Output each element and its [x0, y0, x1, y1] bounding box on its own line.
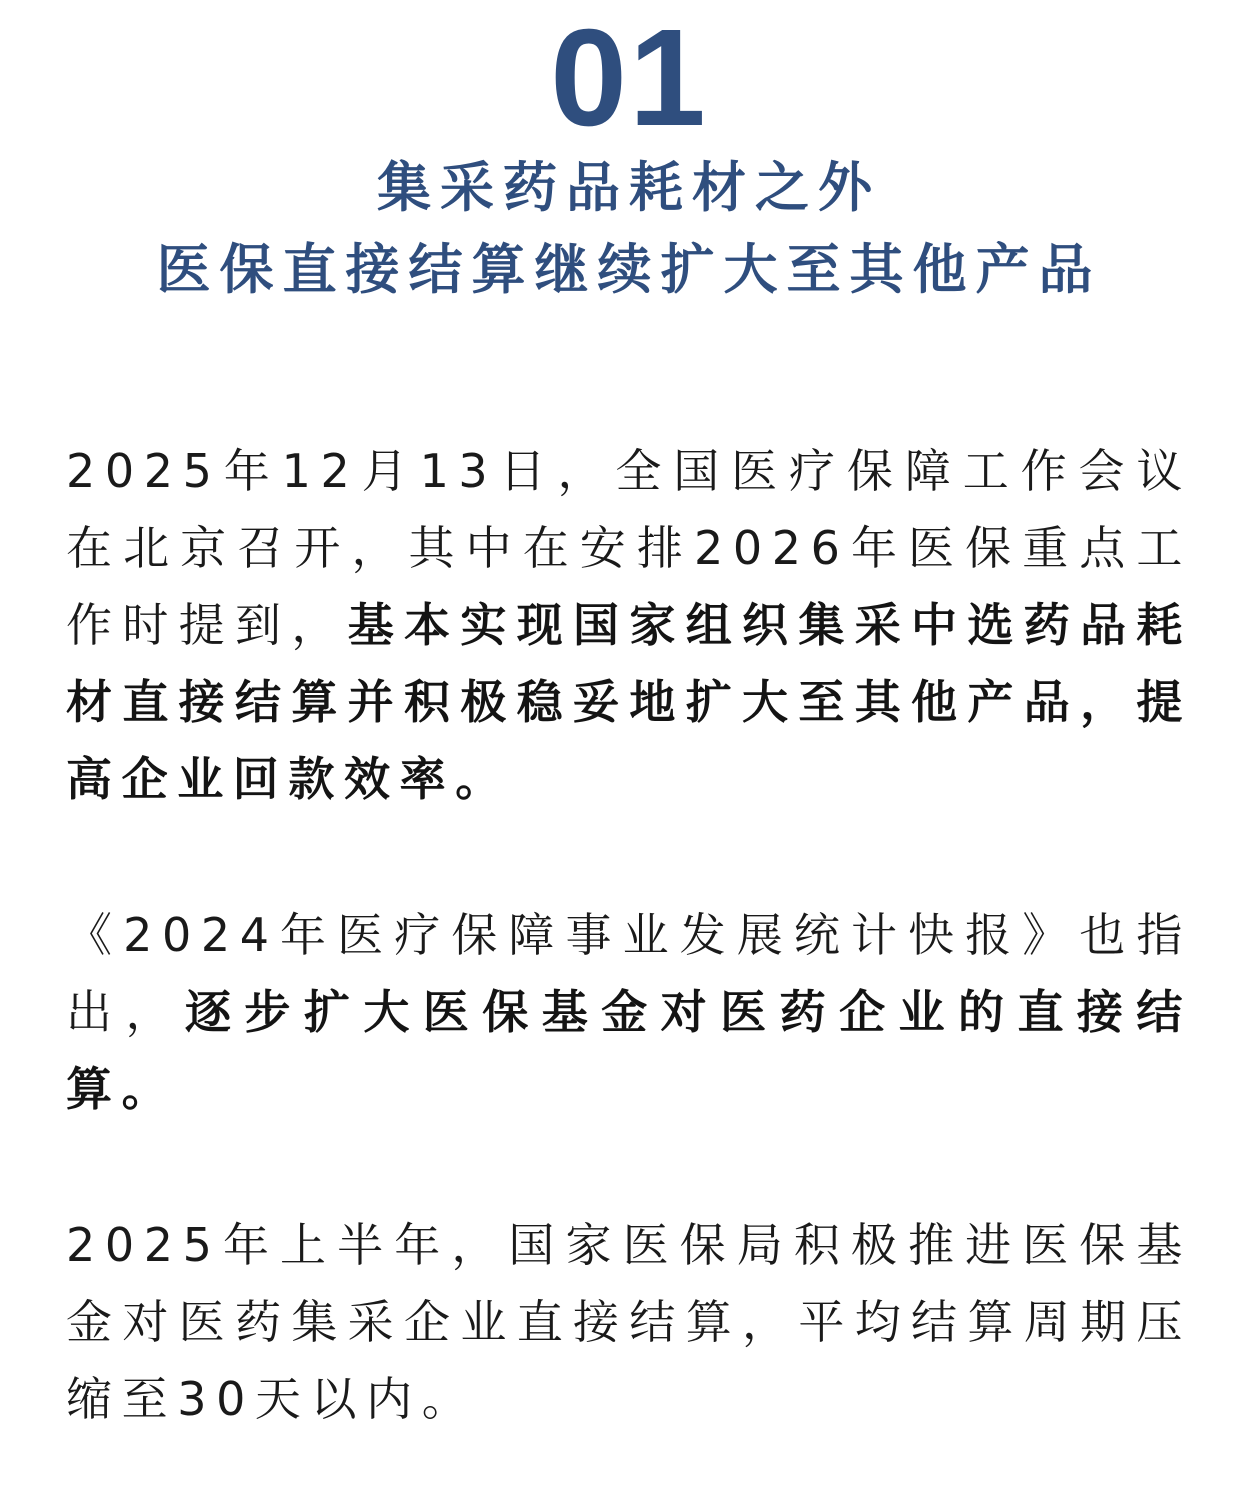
paragraph-text: 2025年上半年，国家医保局积极推进医保基金对医药集采企业直接结算，平均结算周期压缩至30天以内。 [66, 1218, 1192, 1426]
paragraph-emphasis: 逐步扩大医保基金对医药企业的直接结算。 [66, 985, 1192, 1116]
paragraph-text: 《2024年医疗保障事业发展统计快报》也指出， [66, 908, 1192, 1039]
section-number: 01 [550, 1, 708, 155]
paragraph-conference [66, 433, 1192, 818]
paragraph-text: 2025年12月13日，全国医疗保障工作会议在北京召开，其中在安排2026年医保重点工作时提到， [66, 444, 1192, 652]
section-title-line-1: 集采药品耗材之外 [377, 156, 881, 219]
paragraph-statistics-report [66, 897, 1192, 1128]
paragraph-emphasis: 基本实现国家组织集采中选药品耗材直接结算并积极稳妥地扩大至其他产品，提高企业回款效率。 [66, 598, 1193, 806]
paragraph-first-half-2025 [66, 1207, 1192, 1438]
section-title-line-2: 医保直接结算继续扩大至其他产品 [156, 238, 1102, 301]
